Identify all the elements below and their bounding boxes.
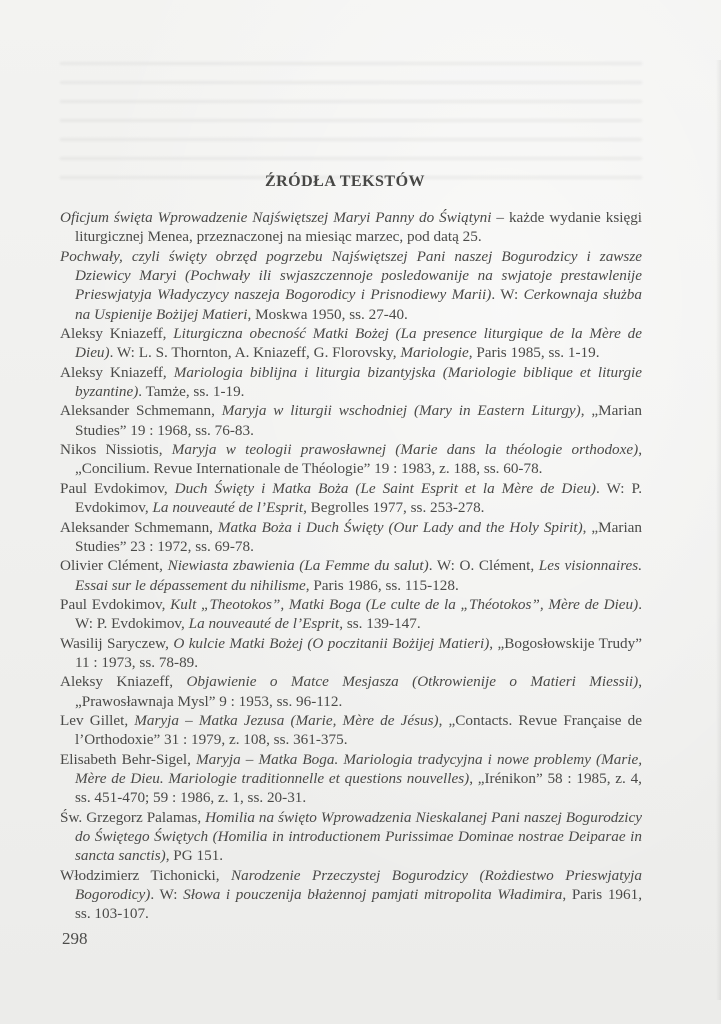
source-title-italic: Maryja – Matka Boga. Mariologia tradycyjna i nowe problemy (Marie, Mère de Dieu. Mariologie traditionnelle et questions nouvelles) [75,750,642,787]
source-title-italic: Homilia na święto Wprowadzenia Nieskalanej Pani naszej Bogurodzicy do Świętego Świętych (Homilia in introductionem Purissimae Dominae nostrae Deiparae in sancta sanctis) [75,808,642,865]
section-title: ŹRÓDŁA TEKSTÓW [264,173,426,190]
source-title-italic: O kulcie Matki Bożej (O poczitanii Bożijej Matieri) [173,634,490,652]
source-text: Aleksy Kniazeff, [60,325,174,343]
source-text: Aleksander Schmemann, [60,402,222,420]
source-text: Włodzimierz Tichonicki, [60,866,232,884]
source-text: Aleksy Kniazeff, [60,363,174,381]
source-title-italic: Kult „Theotokos”, Matki Boga (Le culte de la „Théotokos”, Mère de Dieu) [170,595,639,613]
source-text: , „Bogosłowskije Trudy” 11 : 1973, ss. 78-89. [75,634,642,671]
source-title-italic: Cerkownaja służba na Uspienije Bożijej Matieri [75,286,642,323]
source-title-italic: Pochwały, czyli święty obrzęd pogrzebu Najświętszej Pani naszej Bogurodzicy i zawsze Dziewicy Maryi (Pochwały ili swjaszczennoje posledowanije na swjatoje prestawlenije Prieswjatyja Władyczycy naszeja Bogorodicy i Prisnodiewy Marii) [60,247,642,304]
source-text: , Paris 1961, ss. 103-107. [75,886,642,923]
source-text: . W: O. Clément, [428,557,539,575]
source-title-italic: Les visionnaires. Essai sur le dépassement du nihilisme [75,557,642,594]
source-text: . W: [491,286,524,304]
source-title-italic: Mariologie [400,344,469,362]
source-title-italic: Liturgiczna obecność Matki Bożej (La presence liturgique de la Mère de Dieu) [75,325,642,362]
source-title-italic: La nouveauté de l’Esprit [188,615,340,633]
source-title-italic: Maryja w teologii prawosławnej (Marie dans la théologie orthodoxe) [171,441,639,459]
source-text: Nikos Nissiotis, [60,441,172,459]
source-text: , ss. 139-147. [339,615,421,633]
source-entry [60,595,642,634]
source-entry [60,401,642,440]
source-text: , Paris 1985, ss. 1-19. [468,344,600,362]
source-text: Lev Gillet, [60,711,135,729]
source-text: . Tamże, ss. 1-19. [138,383,245,401]
source-text: Paul Evdokimov, [60,595,171,613]
source-text: Paul Evdokimov, [60,479,175,497]
source-text: , PG 151. [165,847,224,865]
source-text: Aleksander Schmemann, [60,518,218,536]
source-text: , „Marian Studies” 23 : 1972, ss. 69-78. [75,518,642,555]
source-text: , „Marian Studies” 19 : 1968, ss. 76-83. [75,402,642,439]
source-entry [60,247,642,324]
source-entry [60,750,642,808]
source-text: , „Concilium. Revue Internationale de Théologie” 19 : 1983, z. 188, ss. 60-78. [75,441,642,478]
bleed-through-text [60,62,642,180]
source-text: , Moskwa 1950, ss. 27-40. [247,305,408,323]
source-entry [60,440,642,479]
source-title-italic: Maryja – Matka Jezusa (Marie, Mère de Jésus) [134,711,439,729]
source-text: , „Prawosławnaja Mysl” 9 : 1953, ss. 96-112. [75,673,642,710]
source-entry [60,634,642,673]
source-entry [60,479,642,518]
source-entry [60,518,642,557]
source-entry [60,363,642,402]
sources-list [60,208,642,924]
source-text: , Begrolles 1977, ss. 253-278. [303,499,485,517]
page-edge-shadow [716,60,721,1000]
source-title-italic: Objawienie o Matce Mesjasza (Otkrowienije o Matieri Miessii) [186,673,639,691]
source-title-italic: Narodzenie Przeczystej Bogurodzicy (Rożdiestwo Prieswjatyja Bogorodicy) [75,866,642,904]
source-text: Wasilij Saryczew, [60,634,174,652]
source-title-italic: La nouveauté de l’Esprit [152,499,304,517]
source-entry [60,208,642,247]
source-entry [60,711,642,750]
source-text: – każde wydanie księgi liturgicznej Menea, przeznaczonej na miesiąc marzec, pod datą 25. [75,209,643,246]
source-title-italic: Mariologia biblijna i liturgia bizantyjska (Mariologie biblique et liturgie byzantine) [75,363,642,401]
source-text: . W: P. Evdokimov, [75,595,642,633]
source-entry [60,324,642,363]
page-number: 298 [62,929,88,948]
source-text: , „Irénikon” 58 : 1985, z. 4, ss. 451-470; 59 : 1986, z. 1, ss. 20-31. [75,769,642,807]
source-title-italic: Niewiasta zbawienia (La Femme du salut) [167,557,429,575]
source-entry [60,808,642,866]
source-title-italic: Matka Boża i Duch Święty (Our Lady and the Holy Spirit) [217,518,583,536]
source-text: , „Contacts. Revue Française de l’Orthodoxie” 31 : 1979, z. 108, ss. 361-375. [75,711,642,749]
source-text: Elisabeth Behr-Sigel, [60,750,196,768]
source-text: . W: P. Evdokimov, [75,479,642,517]
source-text: . W: L. S. Thornton, A. Kniazeff, G. Florovsky, [109,344,401,362]
source-title-italic: Duch Święty i Matka Boża (Le Saint Esprit et la Mère de Dieu) [174,479,596,497]
source-title-italic: Oficjum święta Wprowadzenie Najświętszej Maryi Panny do Świątyni [60,209,492,226]
source-entry [60,672,642,711]
source-title-italic: Słowa i pouczenija błażennoj pamjati mitropolita Władimira [183,886,563,904]
source-text: , Paris 1986, ss. 115-128. [305,576,459,594]
source-entry [60,556,642,595]
source-text: . W: [150,886,184,904]
source-text: Aleksy Kniazeff, [60,673,187,691]
source-title-italic: Maryja w liturgii wschodniej (Mary in Eastern Liturgy) [221,402,581,420]
source-entry [60,866,642,924]
source-text: Św. Grzegorz Palamas, [60,808,206,826]
source-text: Olivier Clément, [60,557,168,575]
